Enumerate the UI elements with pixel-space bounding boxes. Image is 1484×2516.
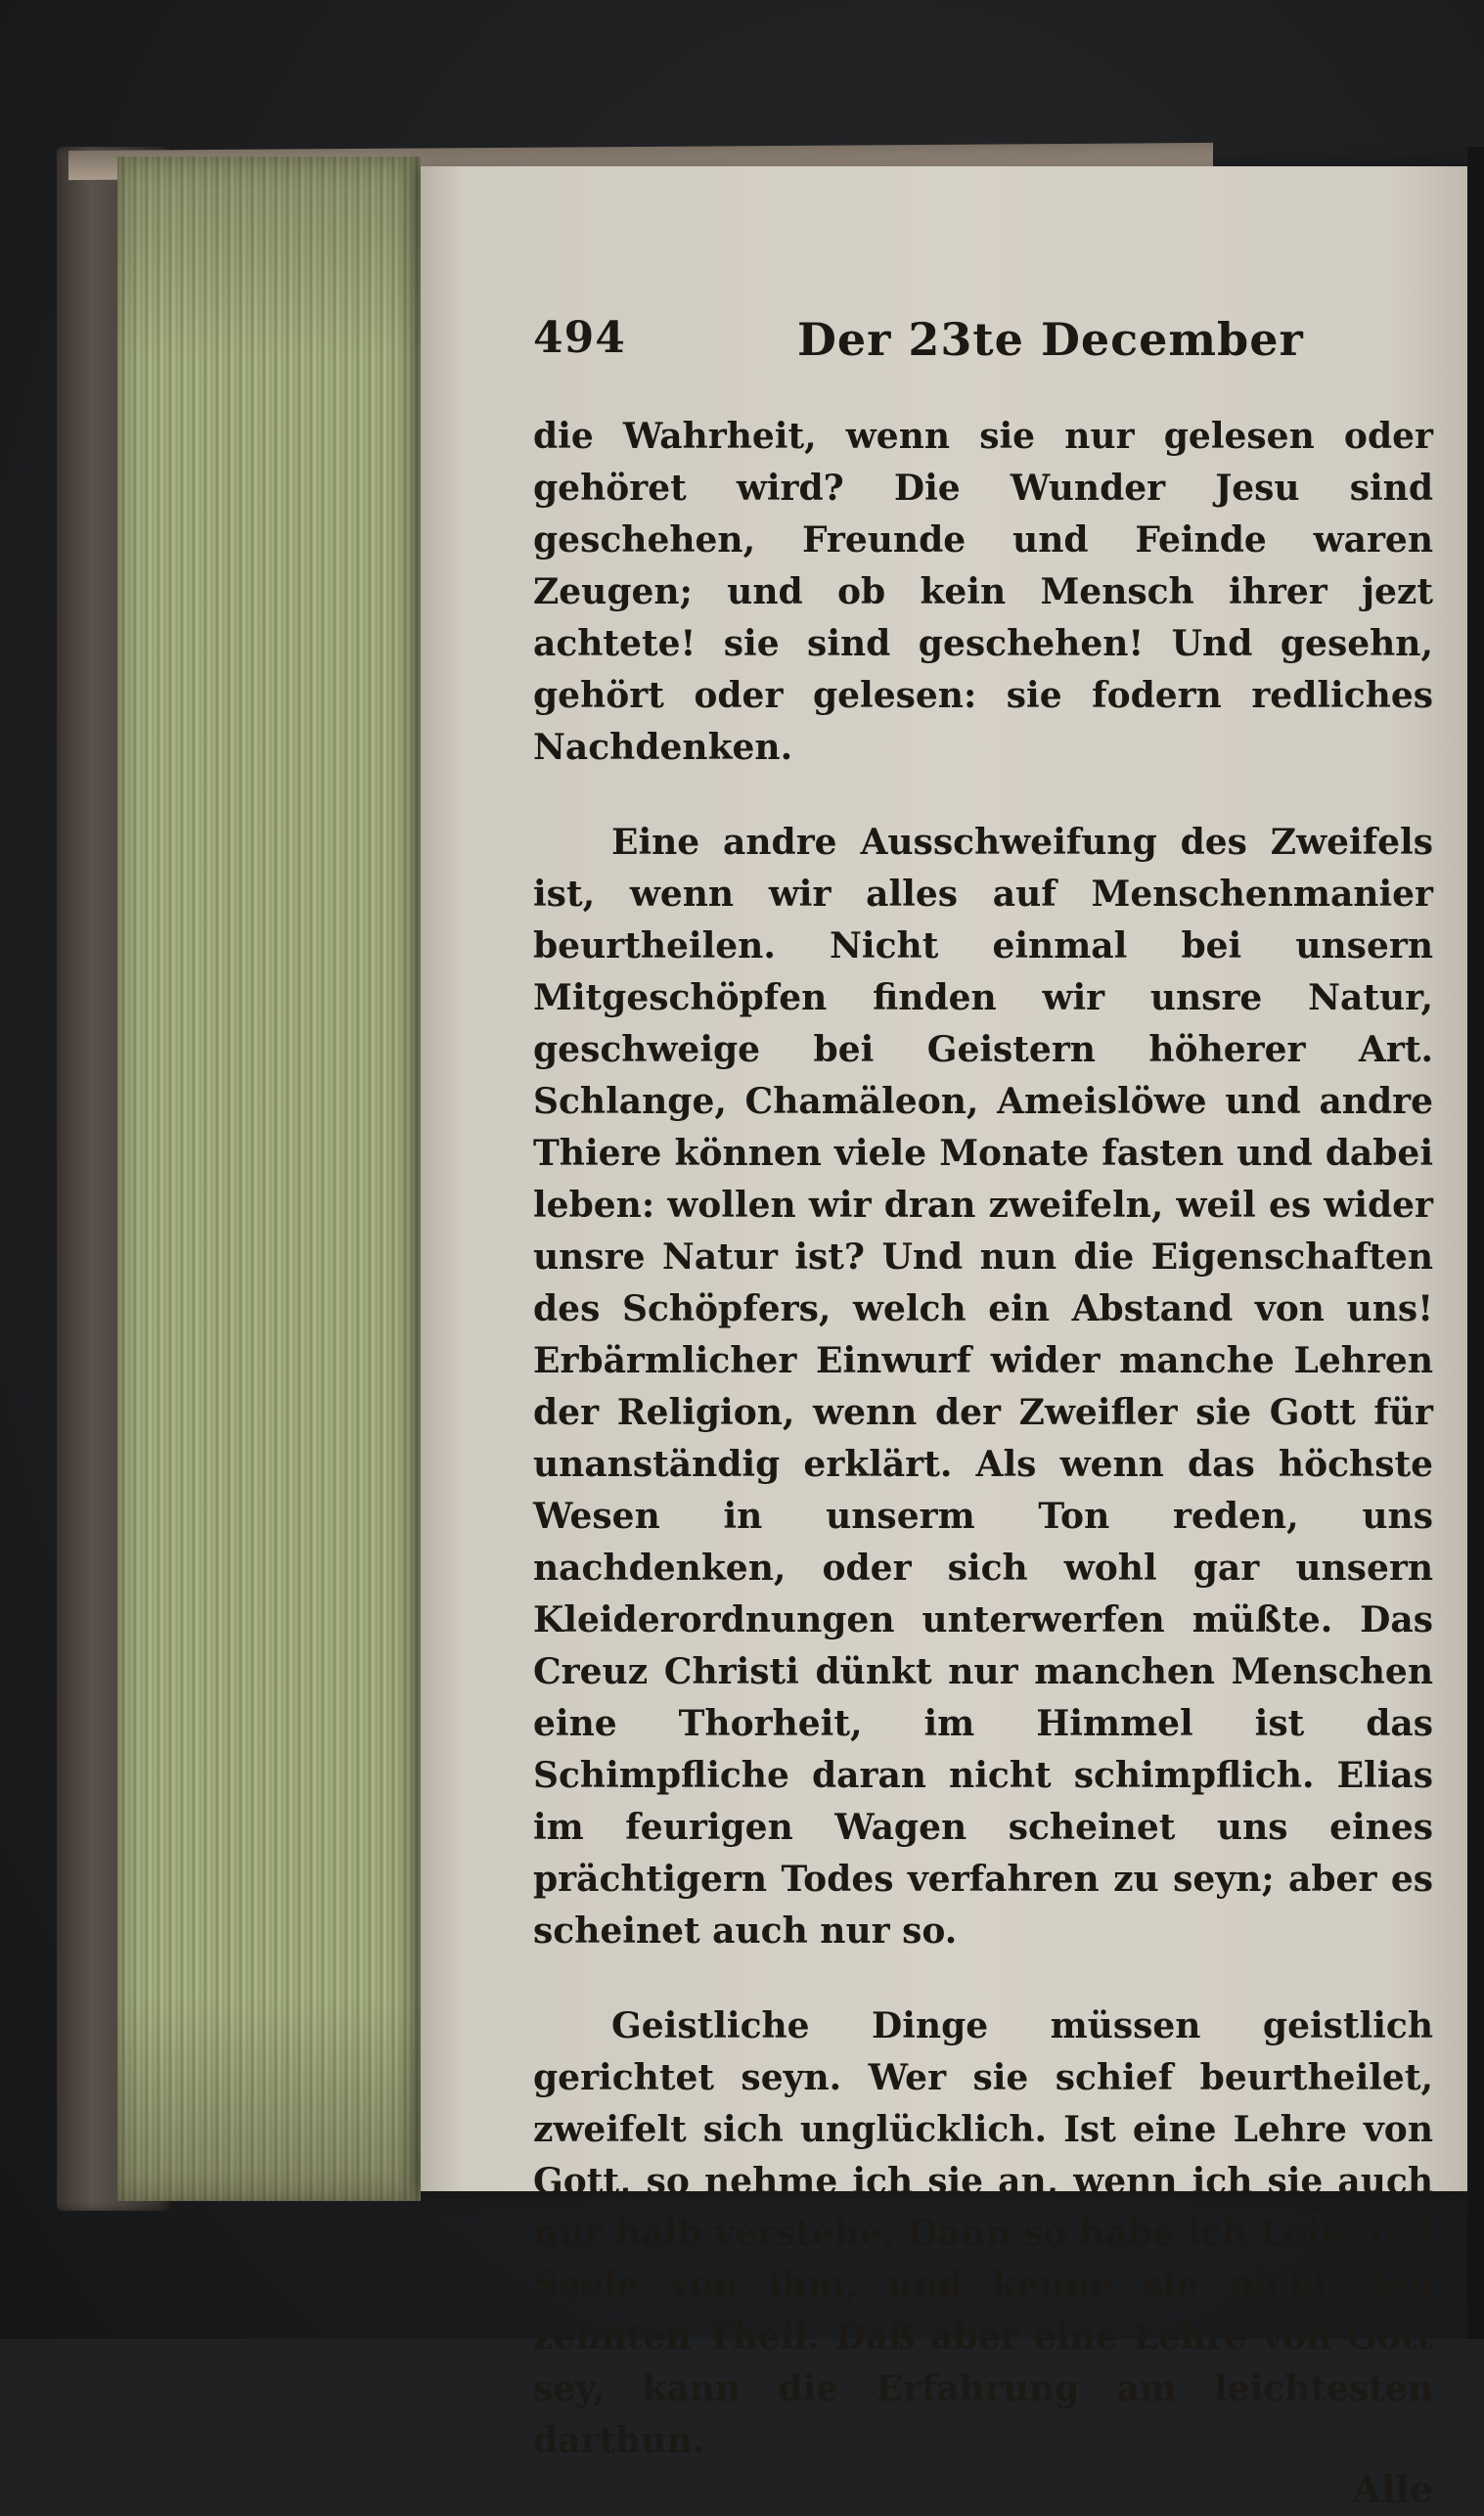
page-text-block bbox=[533, 313, 1433, 2516]
page-number: 494 bbox=[533, 313, 626, 363]
running-head: Der 23te December bbox=[797, 313, 1304, 366]
paragraph-3: Geistliche Dinge müssen geistlich gerichtet seyn. Wer sie schief beurtheilet, zweifelt sich unglücklich. Ist eine Lehre von Gott, so nehme ich sie an, wenn ich sie auch nur halb verstehe. Dann so habe ich Leib und Seele von ihm, und kenne sie nicht den zehnten Theil. Daß aber eine Lehre von Gott sey, kann die Erfahrung am leichtesten darthun. bbox=[533, 2005, 1433, 2461]
right-background-strip bbox=[1467, 147, 1484, 2339]
paragraph-2: Eine andre Ausschweifung des Zweifels ist, wenn wir alles auf Menschenmanier beurtheilen. Nicht einmal bei unsern Mitgeschöpfen finden wir unsre Natur, geschweige bei Geistern höherer Art. Schlange, Chamäleon, Ameislöwe und andre Thiere können viele Monate fasten und dabei leben: wollen wir dran zweifeln, weil es wider unsre Natur ist? Und nun die Eigenschaften des Schöpfers, welch ein Abstand von uns! Erbärmlicher Einwurf wider manche Lehren der Religion, wenn der Zweifler sie Gott für unanständig erklärt. Als wenn das höchste Wesen in unserm Ton reden, uns nachdenken, oder sich wohl gar unsern Kleiderordnungen unterwerfen müßte. Das Creuz Christi dünkt nur manchen Menschen eine Thorheit, im Himmel ist das Schimpfliche daran nicht schimpflich. Elias im feurigen Wagen scheinet uns eines prächtigern Todes verfahren zu seyn; aber es scheinet auch nur so. bbox=[533, 822, 1433, 1952]
book-edge-shadow bbox=[117, 157, 421, 2201]
catchword: Alle bbox=[1352, 2467, 1433, 2511]
paragraph-1: die Wahrheit, wenn sie nur gelesen oder gehöret wird? Die Wunder Jesu sind geschehen, Freunde und Feinde waren Zeugen; und ob kein Mensch ihrer jezt achtete! sie sind geschehen! Und gesehn, gehört oder gelesen: sie fodern redliches Nachdenken. bbox=[533, 416, 1433, 768]
page-header bbox=[533, 313, 1433, 372]
